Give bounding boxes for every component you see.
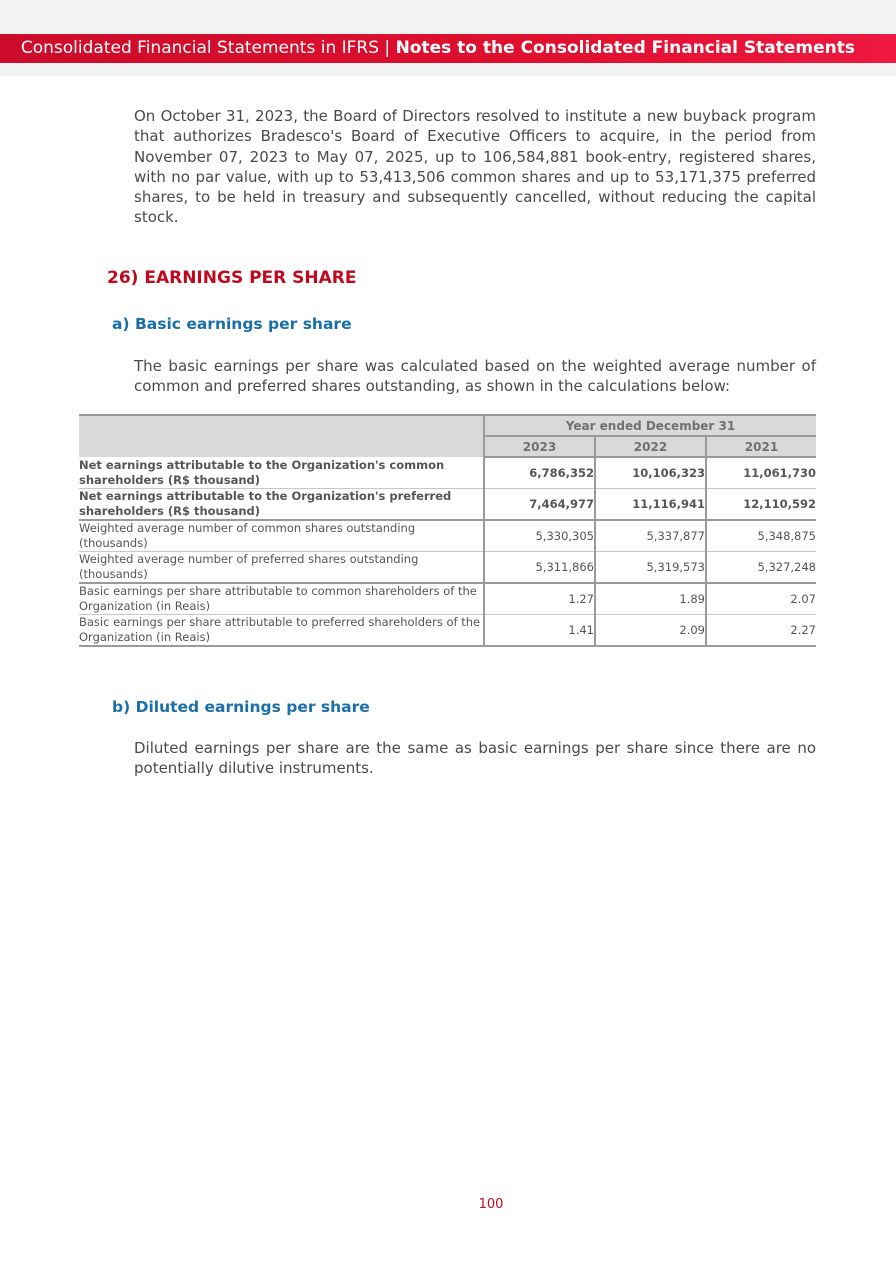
cell-value: 2.07 [706, 583, 816, 615]
page-number: 100 [478, 1197, 504, 1212]
cell-value: 6,786,352 [484, 457, 595, 489]
cell-value: 5,330,305 [484, 520, 595, 552]
cell-value: 5,327,248 [706, 552, 816, 584]
row-label: Net earnings attributable to the Organization's common shareholders (R$ thousand) [79, 457, 484, 489]
cell-value: 2.09 [595, 615, 706, 647]
cell-value: 5,337,877 [595, 520, 706, 552]
row-label: Weighted average number of preferred shares outstanding (thousands) [79, 552, 484, 584]
cell-value: 1.41 [484, 615, 595, 647]
table-group-header: Year ended December 31 [484, 415, 816, 436]
table-row [79, 520, 816, 552]
cell-value: 11,061,730 [706, 457, 816, 489]
table-header-blank [79, 415, 484, 457]
header-title [21, 34, 855, 63]
cell-value: 1.89 [595, 583, 706, 615]
cell-value: 12,110,592 [706, 489, 816, 521]
table-row [79, 615, 816, 647]
earnings-per-share-table [79, 414, 816, 647]
diluted-eps-text: Diluted earnings per share are the same as basic earnings per share since there are no potentially dilutive instruments. [134, 739, 816, 778]
cell-value: 7,464,977 [484, 489, 595, 521]
cell-value: 2.27 [706, 615, 816, 647]
basic-eps-text: The basic earnings per share was calculated based on the weighted average number of common and preferred shares outstanding, as shown in the calculations below: [134, 357, 816, 396]
table-row [79, 489, 816, 521]
header-title-bold: Notes to the Consolidated Financial Statements [395, 38, 855, 58]
year-header: 2022 [595, 436, 706, 457]
basic-eps-title: a) Basic earnings per share [112, 315, 352, 333]
row-label: Weighted average number of common shares outstanding (thousands) [79, 520, 484, 552]
cell-value: 5,348,875 [706, 520, 816, 552]
cell-value: 5,319,573 [595, 552, 706, 584]
year-header: 2021 [706, 436, 816, 457]
year-header: 2023 [484, 436, 595, 457]
header-bar [0, 34, 896, 63]
row-label: Net earnings attributable to the Organization's preferred shareholders (R$ thousand) [79, 489, 484, 521]
table-header-row [79, 415, 816, 436]
buyback-paragraph: On October 31, 2023, the Board of Directors resolved to institute a new buyback program that authorizes Bradesco's Board of Executive Officers to acquire, in the period from November 07, 2023 to May 07, 2025, up to 106,584,881 book-entry, registered shares, with no par value, with up to 53,413,506 common shares and up to 53,171,375 preferred shares, to be held in treasury and subsequently cancelled, without reducing the capital stock. [134, 107, 816, 227]
cell-value: 11,116,941 [595, 489, 706, 521]
top-strip [0, 0, 896, 34]
cell-value: 1.27 [484, 583, 595, 615]
cell-value: 10,106,323 [595, 457, 706, 489]
row-label: Basic earnings per share attributable to common shareholders of the Organization (in Reais) [79, 583, 484, 615]
header-title-regular: Consolidated Financial Statements in IFRS | [20, 38, 396, 58]
cell-value: 5,311,866 [484, 552, 595, 584]
table-row [79, 457, 816, 489]
header-under-strip [0, 63, 896, 76]
diluted-eps-title: b) Diluted earnings per share [112, 698, 370, 716]
row-label: Basic earnings per share attributable to preferred shareholders of the Organization (in Reais) [79, 615, 484, 647]
table-row [79, 583, 816, 615]
section-title: 26) EARNINGS PER SHARE [107, 268, 357, 288]
table-row [79, 552, 816, 584]
